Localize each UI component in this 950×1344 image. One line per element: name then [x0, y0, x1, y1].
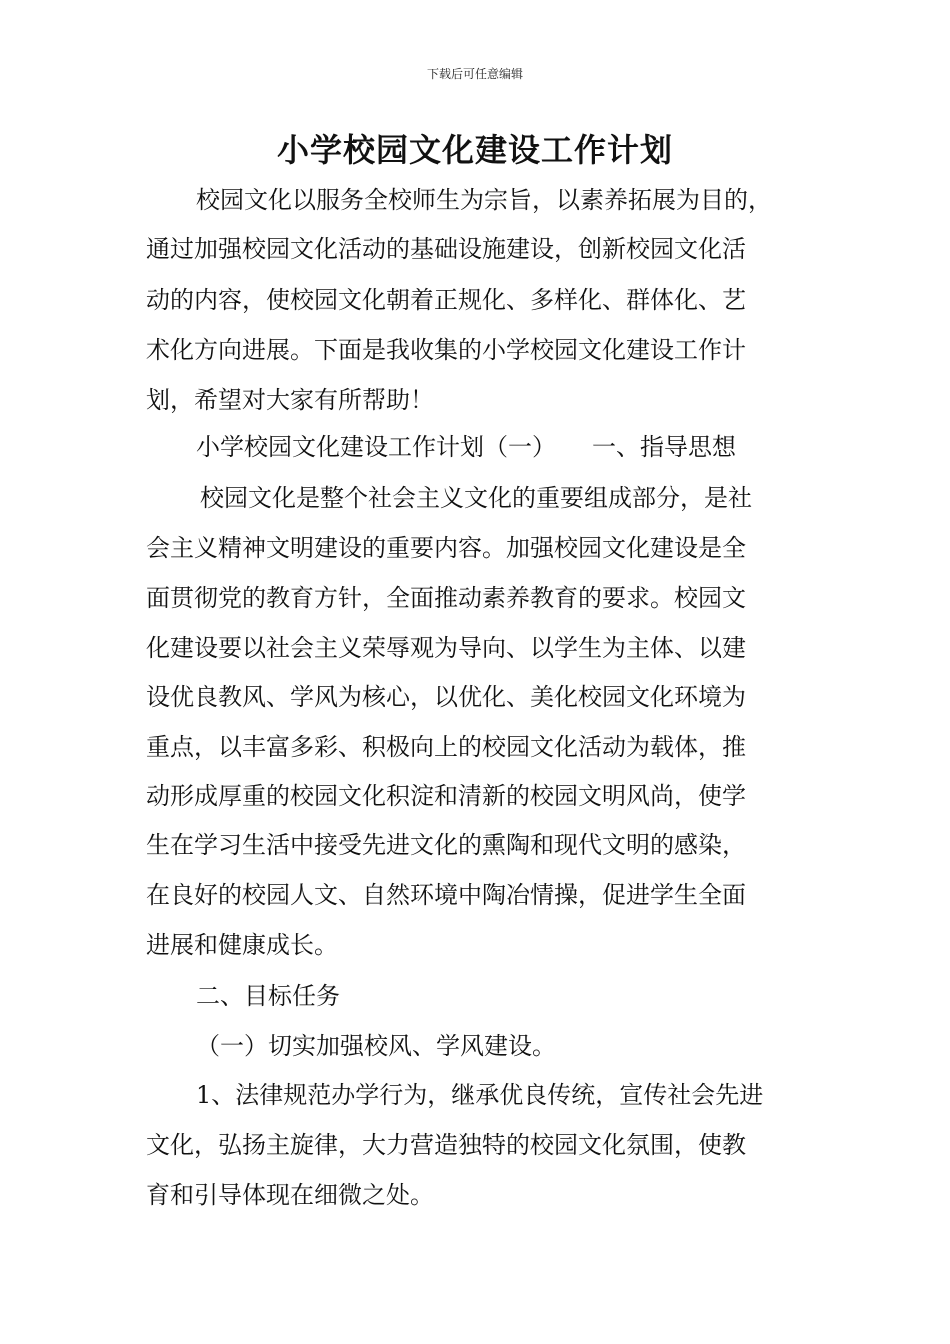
text-line: 小学校园文化建设工作计划（一） 一、指导思想	[196, 433, 736, 461]
text-line: 校园文化以服务全校师生为宗旨，以素养拓展为目的，	[196, 186, 772, 214]
text-line: 划，希望对大家有所帮助！	[146, 386, 434, 414]
text-line: 文化，弘扬主旋律，大力营造独特的校园文化氛围，使教	[146, 1131, 746, 1159]
text-line: 动形成厚重的校园文化积淀和清新的校园文明风尚，使学	[146, 782, 746, 810]
text-line: 会主义精神文明建设的重要内容。加强校园文化建设是全	[146, 534, 746, 562]
text-line: 生在学习生活中接受先进文化的熏陶和现代文明的感染，	[146, 831, 746, 859]
text-line: 化建设要以社会主义荣辱观为导向、以学生为主体、以建	[146, 634, 746, 662]
text-line: 设优良教风、学风为核心，以优化、美化校园文化环境为	[146, 683, 746, 711]
text-line: 通过加强校园文化活动的基础设施建设，创新校园文化活	[146, 235, 746, 263]
text-line: 面贯彻党的教育方针，全面推动素养教育的要求。校园文	[146, 584, 746, 612]
text-line: 育和引导体现在细微之处。	[146, 1181, 434, 1209]
section-heading: 二、目标任务	[196, 982, 340, 1010]
header-note: 下载后可任意编辑	[426, 67, 523, 81]
text-line: 术化方向进展。下面是我收集的小学校园文化建设工作计	[146, 336, 746, 364]
text-line: 重点，以丰富多彩、积极向上的校园文化活动为载体，推	[146, 733, 746, 761]
text-line: 1、法律规范办学行为，继承优良传统，宣传社会先进	[196, 1081, 764, 1109]
text-line: 在良好的校园人文、自然环境中陶冶情操，促进学生全面	[146, 881, 746, 909]
text-line: 进展和健康成长。	[146, 931, 338, 959]
text-line: 校园文化是整个社会主义文化的重要组成部分，是社	[200, 484, 752, 512]
document-title: 小学校园文化建设工作计划	[276, 131, 673, 169]
subsection-heading: （一）切实加强校风、学风建设。	[196, 1032, 556, 1060]
text-line: 动的内容，使校园文化朝着正规化、多样化、群体化、艺	[146, 286, 746, 314]
